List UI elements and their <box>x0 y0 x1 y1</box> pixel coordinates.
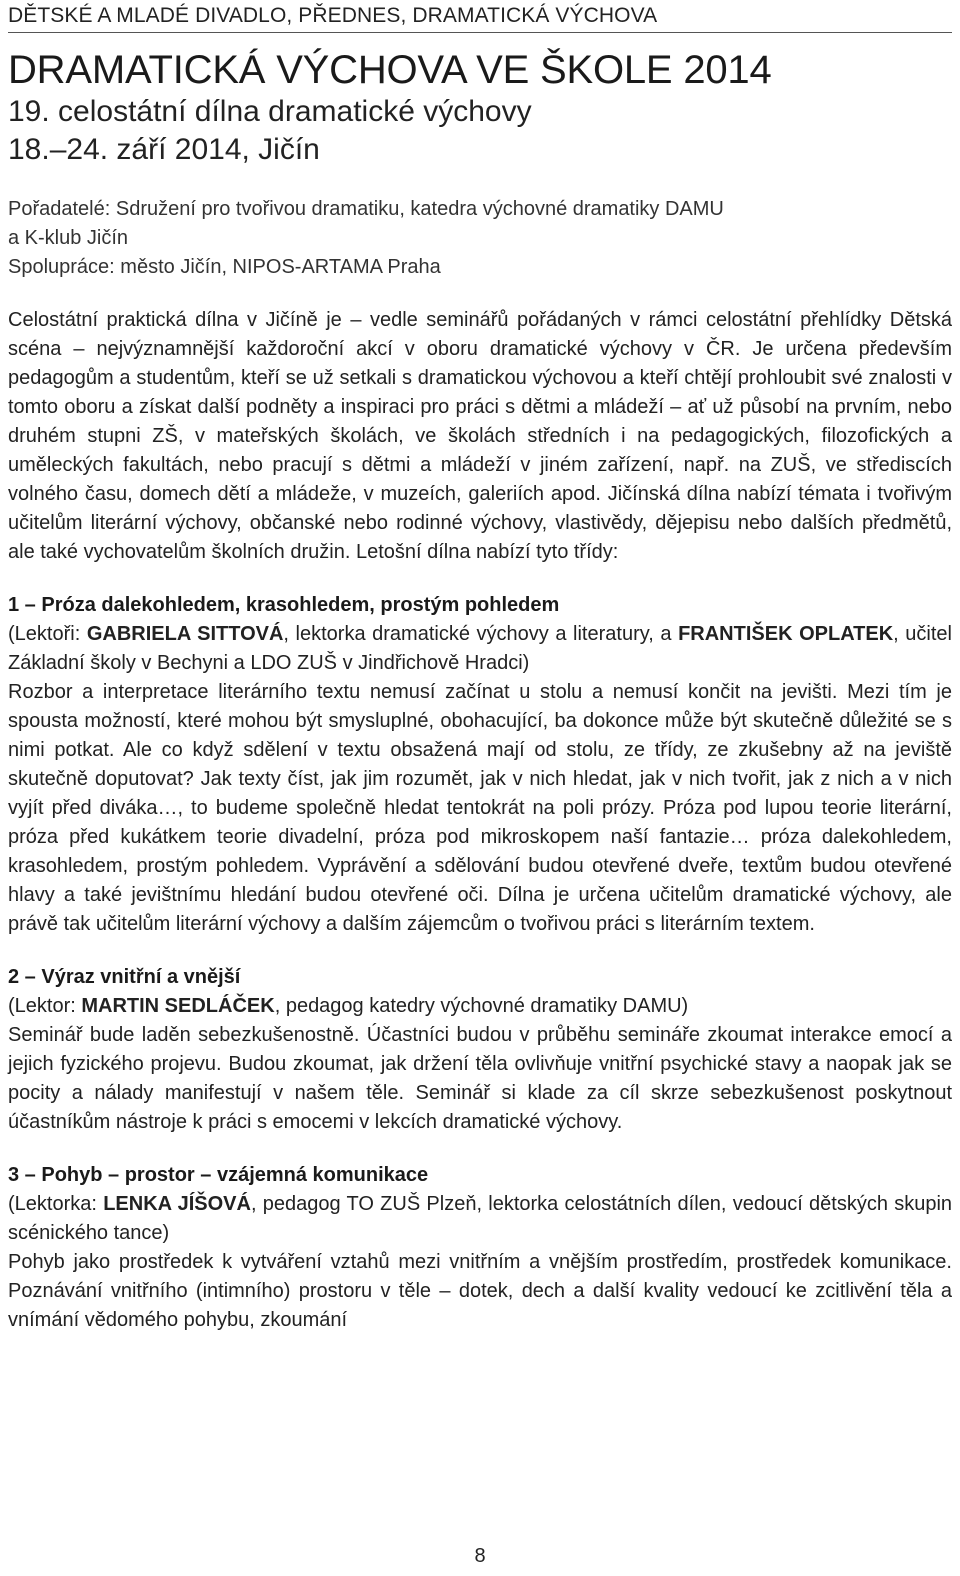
section-2-text: Seminář bude laděn sebezkušenostně. Účastníci budou v průběhu semináře zkoumat interakce emocí a jejich fyzického projevu. Budou zkoumat, jak držení těla ovlivňuje vnitřní psychické stavy a naopak jak se pocity a nálady manifestují v našem těle. Seminář si klade za cíl skrze sebezkušenost poskytnout účastníkům nástroje k práci s emocemi v lekcích dramatické výchovy. <box>8 1024 952 1133</box>
section-1-text: Rozbor a interpretace literárního textu nemusí začínat u stolu a nemusí končit na jevišti. Mezi tím je spousta možností, které mohou být smysluplné, obohacující, ba dokonce může být skutečně důležité se s nimi potkat. Ale co když sdělení v textu obsažená mají od stolu, ze třídy, ze zkušebny až na jeviště skutečně doputovat? Jak texty číst, jak jim rozumět, jak v nich hledat, jak v nich tvořit, jak z nich a v nich vyjít před diváka…, to budeme společně hledat tentokrát na poli prózy. Próza pod lupou teorie literární, próza před kukátkem teorie divadelní, próza pod mikroskopem naší fantazie… próza dalekohledem, krasohledem, prostým pohledem. Vyprávění a sdělování budou otevřené dveře, textům budou otevřené hlavy a také jevištnímu hledání budou otevřené oči. Dílna je určena učitelům dramatické výchovy, ale právě tak učitelům literární výchovy a dalším zájemcům o tvořivou práci s literárním textem. <box>8 681 952 935</box>
section-2-heading: 2 – Výraz vnitřní a vnější <box>8 966 241 988</box>
organizers-line-2: a K-klub Jičín <box>8 227 129 249</box>
section-1-heading: 1 – Próza dalekohledem, krasohledem, prostým pohledem <box>8 594 560 616</box>
page-body <box>8 0 952 1335</box>
lecturer-name: GABRIELA SITTOVÁ <box>86 623 284 645</box>
section-3-text: Pohyb jako prostředek k vytváření vztahů mezi vnitřním a vnějším prostředím, prostředek komunikace. Poznávání vnitřního (intimního) prostoru v těle – dotek, dech a další kvality vedoucí ke zcitlivění těla a vnímání vědomého pohybu, zkoumání <box>8 1251 952 1331</box>
section-2-lecturer <box>8 992 952 1021</box>
section-1 <box>8 591 952 939</box>
lecturer-name: LENKA JÍŠOVÁ <box>103 1193 251 1215</box>
header-rule <box>8 32 952 33</box>
running-head: DĚTSKÉ A MLADÉ DIVADLO, PŘEDNES, DRAMATICKÁ VÝCHOVA <box>8 4 658 27</box>
document-title: DRAMATICKÁ VÝCHOVA VE ŠKOLE 2014 <box>8 48 772 92</box>
organizers-block <box>8 195 952 282</box>
lecturer-prefix: (Lektor: <box>8 995 82 1017</box>
lecturer-description: , lektorka dramatické výchovy a literatury, a <box>283 623 679 645</box>
page-number: 8 <box>474 1545 486 1567</box>
lecturer-description: , pedagog katedry výchovné dramatiky DAMU) <box>274 995 689 1017</box>
section-1-lecturers <box>8 620 952 678</box>
section-3-heading: 3 – Pohyb – prostor – vzájemná komunikace <box>8 1164 429 1186</box>
lecturer-description: , učitel Základní školy v Bechyni a LDO ZUŠ v Jindřichově Hradci) <box>8 623 952 674</box>
subtitle-line-2: 18.–24. září 2014, Jičín <box>8 133 320 166</box>
lecturer-name: FRANTIŠEK OPLATEK <box>678 623 894 645</box>
lecturer-description: , pedagog TO ZUŠ Plzeň, lektorka celostátních dílen, vedoucí dětských skupin scénického tance) <box>8 1193 953 1244</box>
intro-paragraph: Celostátní praktická dílna v Jičíně je – vedle seminářů pořádaných v rámci celostátní přehlídky Dětská scéna – nejvýznamnější každoroční akcí v oboru dramatické výchovy v ČR. Je určena především pedagogům a studentům, kteří se už setkali s dramatickou výchovou a kteří chtějí prohloubit své znalosti v tomto oboru a získat další podněty a inspiraci pro práci s dětmi a mládeží – ať už působí na prvním, nebo druhém stupni ZŠ, v mateřských školách, ve školách středních i na pedagogických, filozofických a uměleckých fakultách, nebo pracují s dětmi a mládeží v jiném zařízení, např. na ZUŠ, ve střediscích volného času, domech dětí a mládeže, v muzeích, galeriích apod. Jičínská dílna nabízí témata i tvořivým učitelům literární výchovy, občanské nebo rodinné výchovy, vlastivědy, dějepisu nebo dalších předmětů, ale také vychovatelům školních družin. Letošní dílna nabízí tyto třídy: <box>8 309 952 563</box>
lecturer-prefix: (Lektoři: <box>8 623 87 645</box>
lecturer-name: MARTIN SEDLÁČEK <box>81 995 275 1017</box>
section-2 <box>8 963 952 1137</box>
lecturer-prefix: (Lektorka: <box>8 1193 104 1215</box>
cooperation-line: Spolupráce: město Jičín, NIPOS-ARTAMA Praha <box>8 256 441 278</box>
section-3 <box>8 1161 952 1335</box>
subtitle-line-1: 19. celostátní dílna dramatické výchovy <box>8 95 532 128</box>
section-3-lecturer <box>8 1190 952 1248</box>
organizers-line-1: Pořadatelé: Sdružení pro tvořivou dramatiku, katedra výchovné dramatiky DAMU <box>8 198 724 220</box>
